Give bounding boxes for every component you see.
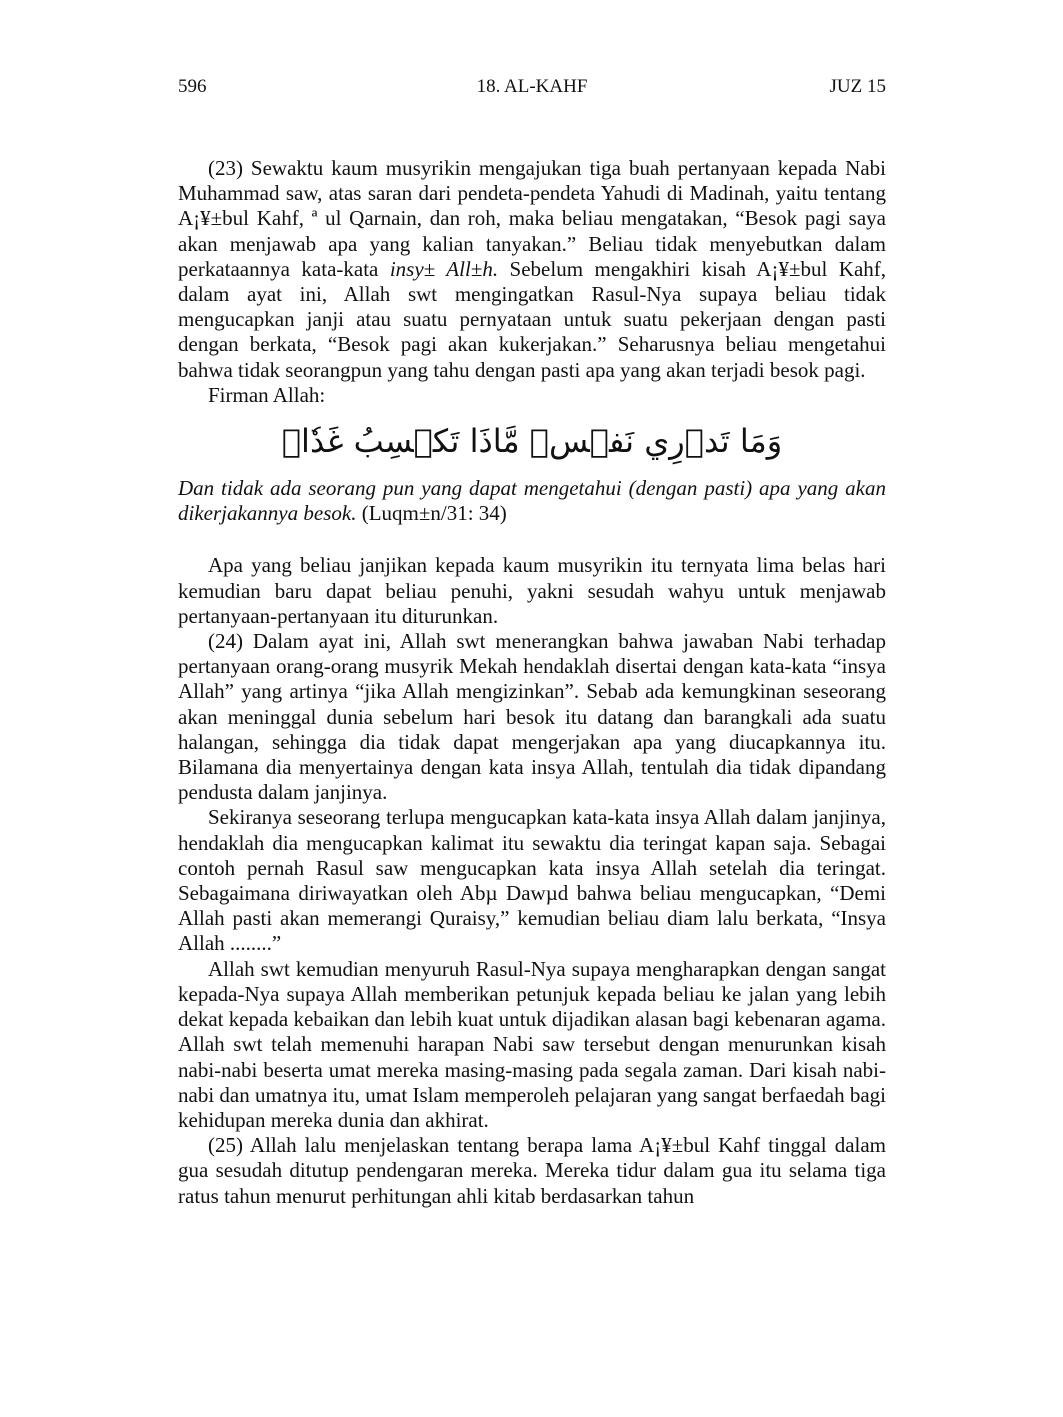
paragraph-23-text-b: Sebelum mengakhiri kisah A¡¥±bul Kahf, dalam ayat ini, Allah swt mengingatkan Rasul-Nya supaya beliau tidak mengucapkan janji atau suatu pernyataan untuk suatu pekerjaan dengan pasti dengan berkata, “Besok pagi akan kukerjakan.” Seharusnya beliau mengetahui bahwa tidak seorangpun yang tahu dengan pasti apa yang akan terjadi besok pagi. [178, 256, 887, 382]
paragraph-24: (24) Dalam ayat ini, Allah swt menerangkan bahwa jawaban Nabi terhadap pertanyaan orang-orang musyrik Mekah hendaklah disertai dengan kata-kata “insya Allah” yang artinya “jika Allah mengizinkan”. Sebab ada kemungkinan seseorang akan meninggal dunia sebelum hari besok itu datang dan barangkali ada suatu halangan, sehingga dia tidak dapat mengerjakan apa yang diucapkannya itu. Bilamana dia menyertainya dengan kata insya Allah, tentulah dia tidak dipandang pendusta dalam janjinya. [178, 629, 886, 805]
paragraph-23 [178, 156, 886, 383]
paragraph-promise: Apa yang beliau janjikan kepada kaum musyrikin itu ternyata lima belas hari kemudian baru dapat beliau penuhi, yakni sesudah wahyu untuk menjawab pertanyaan-pertanyaan itu diturunkan. [178, 553, 886, 628]
page-body [178, 156, 886, 1209]
paragraph-23-text-a: (23) Sewaktu kaum musyrikin mengajukan tiga buah pertanyaan kepada Nabi Muhammad saw, atas saran dari pendeta-pendeta Yahudi di Madinah, yaitu tentang A¡¥±bul Kahf, ª ul Qarnain, dan roh, maka beliau mengatakan, “Besok pagi saya akan menjawab apa yang kalian tanyakan.” Beliau tidak menyebutkan dalam perkataannya kata-kata [178, 156, 886, 281]
juz-label: JUZ 15 [829, 76, 886, 97]
firman-allah-intro: Firman Allah: [208, 382, 326, 407]
chapter-title: 18. AL-KAHF [476, 76, 588, 97]
arabic-verse: وَمَا تَدۡرِي نَفۡسٞ مَّاذَا تَكۡسِبُ غَدٗاۖ [281, 422, 783, 461]
page-number: 596 [178, 76, 207, 97]
verse-translation [178, 476, 886, 526]
paragraph-25: (25) Allah lalu menjelaskan tentang berapa lama A¡¥±bul Kahf tinggal dalam gua sesudah ditutup pendengaran mereka. Mereka tidur dalam gua itu selama tiga ratus tahun menurut perhitungan ahli kitab berdasarkan tahun [178, 1133, 886, 1208]
verse-translation-text: Dan tidak ada seorang pun yang dapat mengetahui (dengan pasti) apa yang akan dikerjakannya besok. [178, 476, 886, 526]
paragraph-forgot-insya-allah: Sekiranya seseorang terlupa mengucapkan kata-kata insya Allah dalam janjinya, hendaklah dia mengucapkan kalimat itu sewaktu dia teringat kapan saja. Sebagai contoh pernah Rasul saw mengucapkan kata insya Allah setelah dia teringat. Sebagaimana diriwayatkan oleh Abµ Dawµd bahwa beliau mengucapkan, “Demi Allah pasti akan memerangi Quraisy,” kemudian beliau diam lalu berkata, “Insya Allah ........” [178, 805, 886, 956]
page-header [178, 76, 886, 104]
verse-reference: (Luqm±n/31: 34) [356, 501, 507, 526]
paragraph-guidance: Allah swt kemudian menyuruh Rasul-Nya supaya mengharapkan dengan sangat kepada-Nya supaya Allah memberikan petunjuk kepada beliau ke jalan yang lebih dekat kepada kebaikan dan lebih kuat untuk dijadikan alasan bagi kebenaran agama. Allah swt telah memenuhi harapan Nabi saw tersebut dengan menurunkan kisah nabi-nabi beserta umat mereka masing-masing pada segala zaman. Dari kisah nabi-nabi dan umatnya itu, umat Islam memperoleh pelajaran yang sangat berfaedah bagi kehidupan mereka dunia dan akhirat. [178, 956, 886, 1132]
paragraph-gap [178, 526, 886, 553]
insya-allah-term: insy± All±h. [389, 256, 499, 281]
